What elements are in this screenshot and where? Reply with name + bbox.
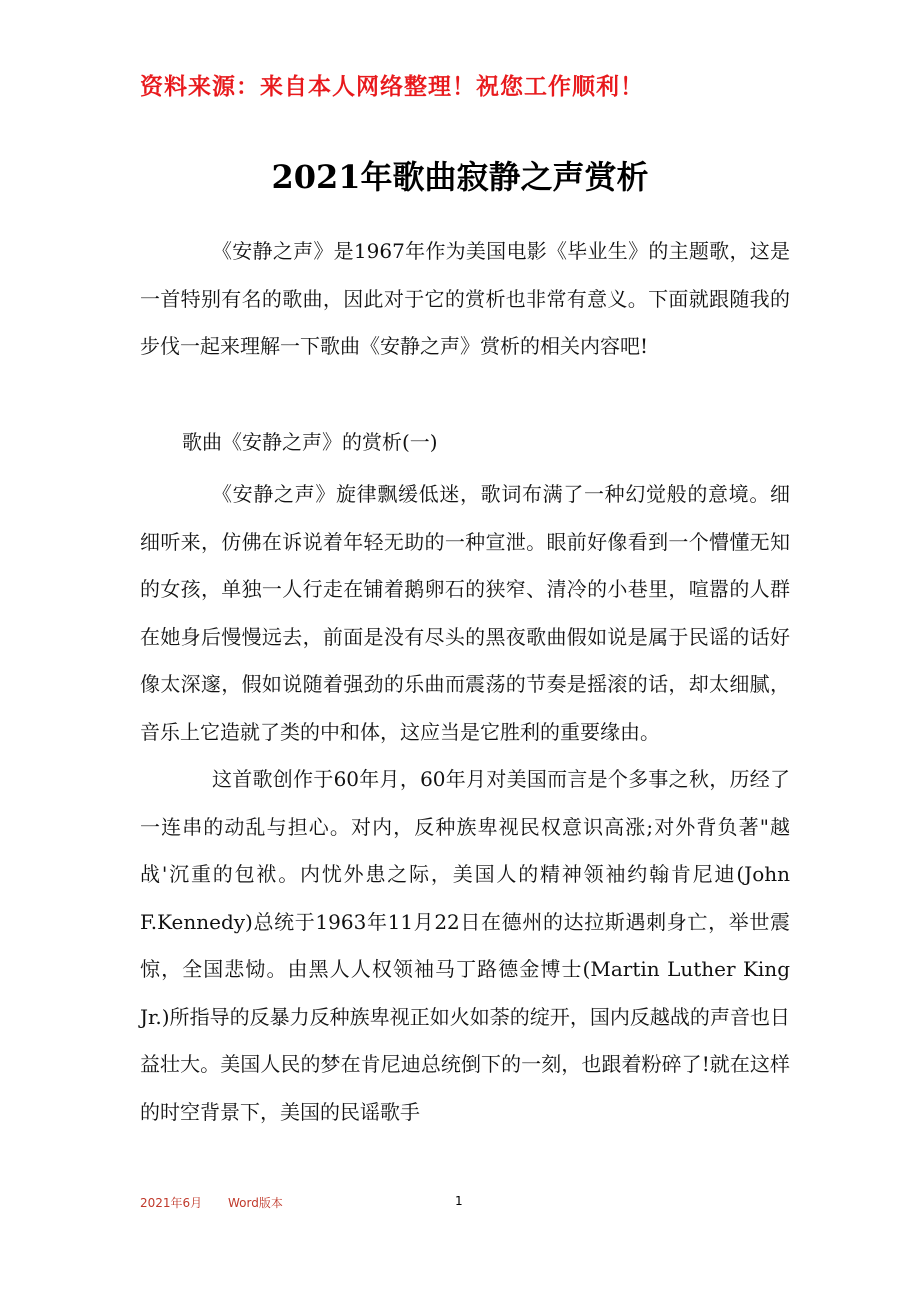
intro-paragraph: 《安静之声》是1967年作为美国电影《毕业生》的主题歌，这是一首特别有名的歌曲，因此对于它的赏析也非常有意义。下面就跟随我的步伐一起来理解一下歌曲《安静之声》赏析的相关内容吧! (140, 239, 790, 358)
intro-block (140, 228, 790, 371)
body-block (140, 471, 790, 1136)
body-paragraph-2: 这首歌创作于60年月，60年月对美国而言是个多事之秋，历经了一连串的动乱与担心。对内，反种族卑视民权意识高涨;对外背负著"越战'沉重的包袱。内忧外患之际，美国人的精神领袖约翰肯尼迪(John F.Kennedy)总统于1963年11月22日在德州的达拉斯遇刺身亡，举世震惊，全国悲恸。由黑人人权领袖马丁路德金博士(Martin Luther King Jr.)所指导的反暴力反种族卑视正如火如荼的绽开，国内反越战的声音也日益壮大。美国人民的梦在肯尼迪总统倒下的一刻，也跟着粉碎了!就在这样的时空背景下，美国的民谣歌手 (140, 767, 790, 1124)
page-number: 1 (455, 1194, 463, 1208)
body-paragraph-1: 《安静之声》旋律飘缓低迷，歌词布满了一种幻觉般的意境。细细听来，仿佛在诉说着年轻无助的一种宣泄。眼前好像看到一个懵懂无知的女孩，单独一人行走在铺着鹅卵石的狭窄、清冷的小巷里，喧嚣的人群在她身后慢慢远去，前面是没有尽头的黑夜歌曲假如说是属于民谣的话好像太深邃，假如说随着强劲的乐曲而震荡的节奏是摇滚的话，却太细腻，音乐上它造就了类的中和体，这应当是它胜利的重要缘由。 (140, 482, 790, 744)
document-title: 2021年歌曲寂静之声赏析 (271, 158, 649, 196)
footer-version: Word版本 (228, 1196, 283, 1210)
section-heading: 歌曲《安静之声》的赏析(一) (182, 430, 438, 454)
footer-date: 2021年6月 (140, 1196, 203, 1210)
footer-info (140, 1194, 305, 1211)
source-note: 资料来源：来自本人网络整理！祝您工作顺利！ (140, 74, 644, 100)
